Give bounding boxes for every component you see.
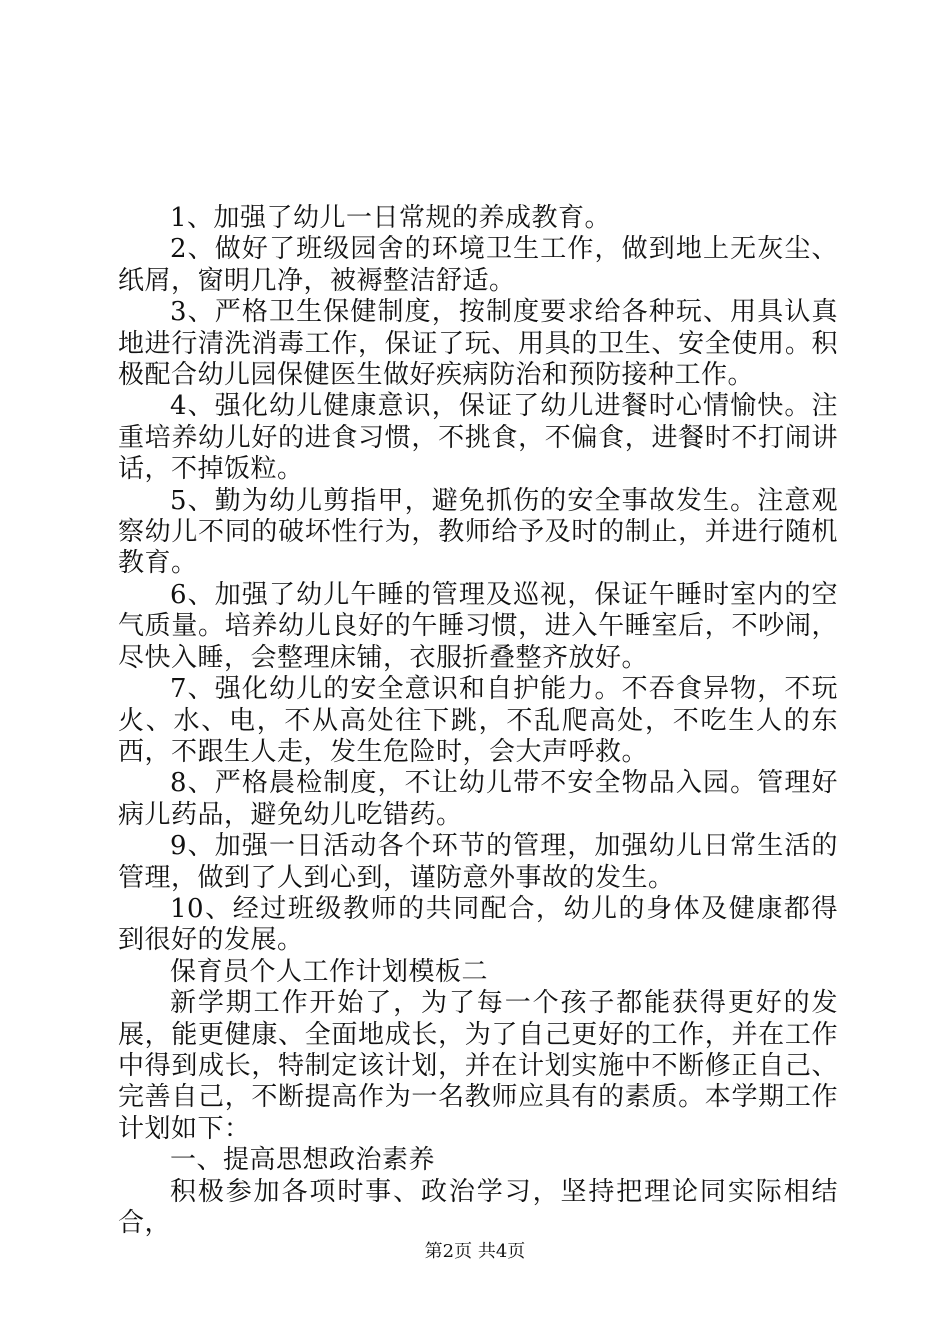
paragraph-7: 7、强化幼儿的安全意识和自护能力。不吞食异物，不玩火、水、电，不从高处往下跳，不乱爬高处，不吃生人的东西，不跟生人走，发生危险时，会大声呼救。 (118, 674, 838, 767)
paragraph-4: 4、强化幼儿健康意识，保证了幼儿进餐时心情愉快。注重培养幼儿好的进食习惯，不挑食，不偏食，进餐时不打闹讲话，不掉饭粒。 (118, 391, 838, 485)
paragraph-8: 8、严格晨检制度，不让幼儿带不安全物品入园。管理好病儿药品，避免幼儿吃错药。 (118, 768, 838, 830)
paragraph-6: 6、加强了幼儿午睡的管理及巡视，保证午睡时室内的空气质量。培养幼儿良好的午睡习惯，进入午睡室后，不吵闹，尽快入睡，会整理床铺，衣服折叠整齐放好。 (118, 579, 838, 673)
intro-paragraph: 新学期工作开始了，为了每一个孩子都能获得更好的发展，能更健康、全面地成长，为了自己更好的工作，并在工作中得到成长，特制定该计划，并在计划实施中不断修正自己、完善自己，不断提高作为一名教师应具有的素质。本学期工作计划如下： (118, 988, 838, 1144)
paragraph-9: 9、加强一日活动各个环节的管理，加强幼儿日常生活的管理，做到了人到心到，谨防意外事故的发生。 (118, 831, 838, 893)
paragraph-3: 3、严格卫生保健制度，按制度要求给各种玩、用具认真地进行清洗消毒工作，保证了玩、用具的卫生、安全使用。积极配合幼儿园保健医生做好疾病防治和预防接种工作。 (118, 297, 838, 391)
paragraph-1: 1、加强了幼儿一日常规的养成教育。 (170, 203, 612, 233)
page-number-footer: 第2页 共4页 (424, 1241, 526, 1262)
paragraph-2: 2、做好了班级园舍的环境卫生工作，做到地上无灰尘、纸屑，窗明几净，被褥整洁舒适。 (118, 234, 838, 296)
subsection-heading: 一、提高思想政治素养 (170, 1145, 436, 1176)
section-title: 保育员个人工作计划模板二 (170, 956, 489, 987)
paragraph-10: 10、经过班级教师的共同配合，幼儿的身体及健康都得到很好的发展。 (118, 893, 838, 956)
paragraph-continued: 积极参加各项时事、政治学习，坚持把理论同实际相结合， (118, 1176, 838, 1238)
paragraph-5: 5、勤为幼儿剪指甲，避免抓伤的安全事故发生。注意观察幼儿不同的破坏性行为，教师给予及时的制止，并进行随机教育。 (118, 485, 838, 579)
document-body (118, 203, 838, 1239)
